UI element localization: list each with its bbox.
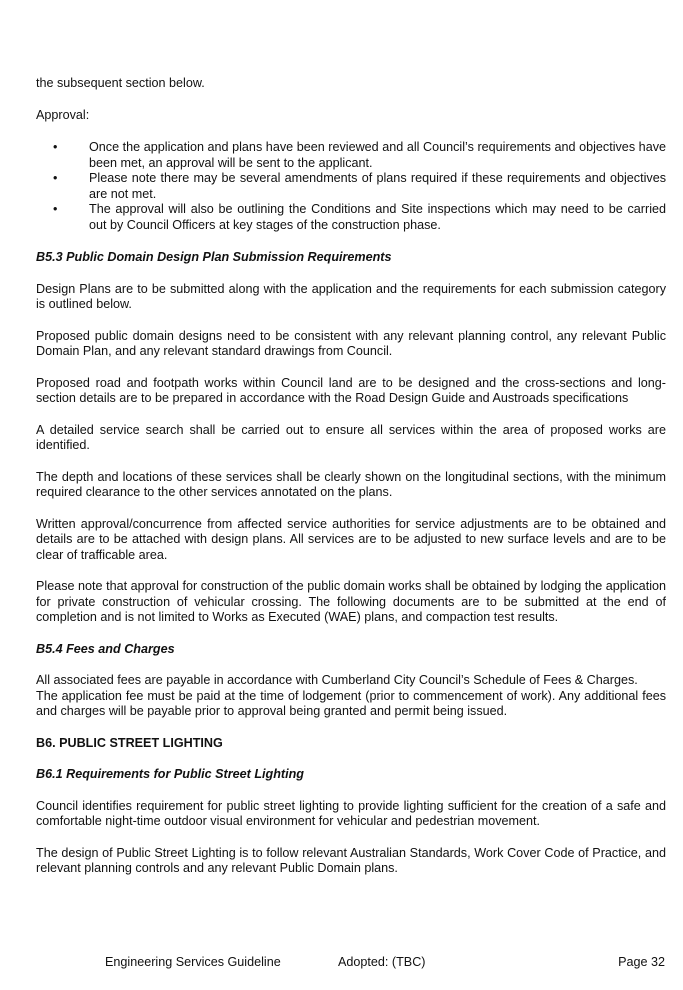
bullet-icon: •	[53, 171, 58, 185]
bullet-icon: •	[53, 140, 58, 154]
page-footer	[0, 955, 683, 971]
paragraph: Written approval/concurrence from affected service authorities for service adjustments are to be obtained and details are to be attached with design plans. All services are to be adjusted to new surface levels and are to be clear of trafficable area.	[36, 516, 666, 562]
paragraph: Council identifies requirement for public street lighting to provide lighting sufficient for the creation of a safe and comfortable night-time outdoor visual environment for vehicular and pedestrian movement.	[36, 798, 666, 828]
paragraph: Proposed road and footpath works within Council land are to be designed and the cross-sections and long-section details are to be prepared in accordance with the Road Design Guide and Austroads specifications	[36, 375, 666, 405]
paragraph: The design of Public Street Lighting is to follow relevant Australian Standards, Work Cover Code of Practice, and relevant planning controls and any relevant Public Domain plans.	[36, 845, 666, 875]
bullet-icon: •	[53, 202, 58, 216]
paragraph: Design Plans are to be submitted along with the application and the requirements for each submission category is outlined below.	[36, 281, 666, 311]
intro-tail-text: the subsequent section below.	[36, 76, 205, 90]
footer-document-title: Engineering Services Guideline	[105, 955, 281, 969]
paragraph: All associated fees are payable in accordance with Cumberland City Council’s Schedule of Fees & Charges.	[36, 673, 638, 687]
list-item	[36, 140, 666, 171]
paragraph: The application fee must be paid at the time of lodgement (prior to commencement of work). Any additional fees and charges will be payable prior to approval being granted and permit being issued.	[36, 688, 666, 718]
list-item	[36, 202, 666, 233]
approval-bullet-list	[36, 140, 666, 233]
document-page	[36, 76, 666, 877]
section-heading-b6: B6. PUBLIC STREET LIGHTING	[36, 735, 223, 750]
bullet-text: Once the application and plans have been reviewed and all Council’s requirements and objectives have been met, an approval will be sent to the applicant.	[89, 140, 666, 170]
paragraph: The depth and locations of these services shall be clearly shown on the longitudinal sections, with the minimum required clearance to the other services annotated on the plans.	[36, 469, 666, 499]
section-heading-b5-4: B5.4 Fees and Charges	[36, 641, 175, 656]
list-item	[36, 171, 666, 202]
bullet-text: The approval will also be outlining the Conditions and Site inspections which may need to be carried out by Council Officers at key stages of the construction phase.	[89, 202, 666, 232]
section-heading-b5-3: B5.3 Public Domain Design Plan Submission Requirements	[36, 250, 392, 264]
bullet-text: Please note there may be several amendments of plans required if these requirements and objectives are not met.	[89, 171, 666, 201]
footer-adopted: Adopted: (TBC)	[338, 955, 426, 969]
footer-page-number: Page 32	[618, 955, 665, 969]
paragraph: Please note that approval for construction of the public domain works shall be obtained by lodging the application for private construction of vehicular crossing. The following documents are to be submitted at the end of completion and is not limited to Works as Executed (WAE) plans, and compaction test results.	[36, 579, 666, 624]
section-heading-b6-1: B6.1 Requirements for Public Street Lighting	[36, 767, 305, 781]
paragraph: A detailed service search shall be carried out to ensure all services within the area of proposed works are identified.	[36, 422, 666, 452]
paragraph: Proposed public domain designs need to be consistent with any relevant planning control, any relevant Public Domain Plan, and any relevant standard drawings from Council.	[36, 328, 666, 358]
approval-label: Approval:	[36, 107, 90, 122]
